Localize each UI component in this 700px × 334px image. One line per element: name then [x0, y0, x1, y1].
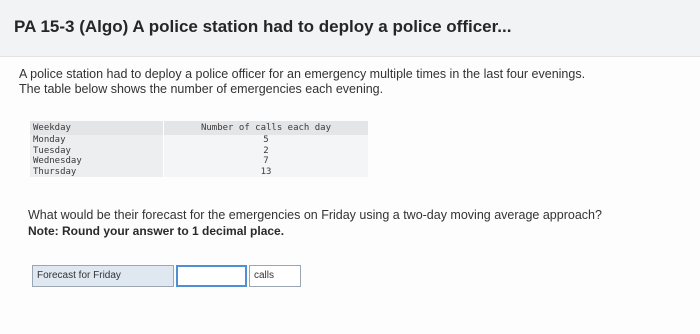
header-calls: Number of calls each day: [164, 121, 368, 135]
intro-line-2: The table below shows the number of emergencies each evening.: [19, 82, 384, 96]
table-row-calls: 13: [260, 166, 272, 177]
weekday-column: [30, 135, 164, 177]
table-body: [30, 135, 368, 177]
forecast-input[interactable]: [176, 265, 247, 287]
table-row-day: Tuesday: [33, 145, 71, 156]
rounding-note: Note: Round your answer to 1 decimal place.: [28, 224, 285, 238]
calls-column: [164, 135, 368, 177]
table-row-day: Monday: [33, 135, 66, 145]
table-header: [30, 121, 368, 135]
intro-line-1: A police station had to deploy a police officer for an emergency multiple times in the last four evenings.: [19, 67, 586, 81]
table-row-calls: 7: [263, 156, 269, 166]
table-row-day: Thursday: [33, 166, 77, 177]
table-row-calls: 5: [263, 135, 269, 145]
table-row-calls: 2: [263, 145, 269, 156]
table-row-day: Wednesday: [33, 156, 82, 166]
answer-label: Forecast for Friday: [32, 265, 174, 287]
answer-unit: calls: [249, 265, 301, 287]
question-header: [0, 0, 700, 57]
question-text: What would be their forecast for the emergencies on Friday using a two-day moving average approach?: [28, 208, 602, 222]
question-title: PA 15-3 (Algo) A police station had to deploy a police officer...: [14, 17, 512, 36]
answer-row: [32, 265, 301, 287]
header-weekday: Weekday: [30, 121, 164, 135]
problem-intro: [19, 67, 689, 97]
calls-table: [30, 121, 368, 177]
